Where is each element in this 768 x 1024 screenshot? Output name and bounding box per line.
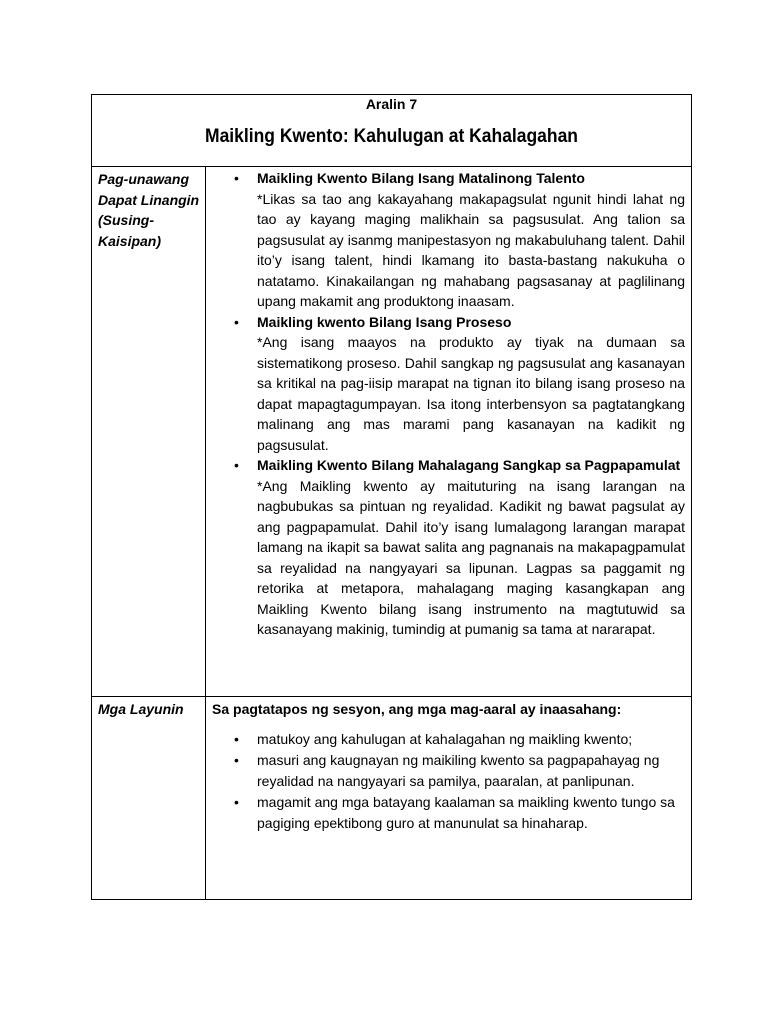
understanding-section [212, 312, 685, 456]
objective-item [212, 792, 685, 834]
objectives-lead: Sa pagtatapos ng sesyon, ang mga mag-aaral ay inaasahang: [212, 701, 622, 717]
section-heading: Maikling kwento Bilang Isang Proseso [257, 313, 512, 330]
understanding-row [92, 167, 691, 697]
section-body: *Likas sa tao ang kakayahang makapagsulat ngunit hindi lahat ng tao ay kayang maging malikhain sa pagsusulat. Ang talion sa pagsusulat ay isanmg manipestasyon ng makabuluhang talent. Dahil ito’y isang talent, hindi lkamang ito basta-bastang nakukuha o natatamo. Kinakailangan ng mahabang pagsasanay at paglilinang upang makamit ang produktong inaasam. [257, 190, 685, 309]
bullet-icon: • [234, 170, 239, 186]
bullet-icon: • [234, 457, 239, 473]
objective-text: matukoy ang kahulugan at kahalagahan ng maikling kwento; [257, 730, 633, 747]
section-body: *Ang isang maayos na produkto ay tiyak na dumaan sa sistematikong proseso. Dahil sangkap ng pagsusulat ang kasanayan sa kritikal na pag-iisip marapat na tignan ito bilang isang proseso na dapat mapagtagumpayan. Isa itong interbensyon sa pagtatangkang malinang ang mas marami pang kasanayan na kadikit ng pagsusulat. [257, 334, 685, 453]
objectives-row [92, 697, 691, 899]
lesson-title: Maikling Kwento: Kahulugan at Kahalagahan [205, 126, 578, 147]
objective-text: magamit ang mga batayang kaalaman sa maikling kwento tungo sa pagiging epektibong guro at manunulat sa hinaharap. [257, 793, 675, 831]
section-body: *Ang Maikling kwento ay maituturing na isang larangan na nagbubukas sa pintuan ng reyalidad. Kadikit ng bawat pagsulat ay ang pagpapamulat. Dahil ito’y isang lumalagong larangan marapat lamang na ikapit sa bawat salita ang pagnanais na makapagpamulat sa reyalidad na nangyayari sa lipunan. Lagpas sa paggamit ng retorika at metapora, mahalagang maging kasangkapan ang Maikling Kwento bilang isang instrumento na magtutuwid sa kasanayang makinig, tumindig at pumanig sa tama at nararapat. [257, 477, 685, 637]
lesson-number: Aralin 7 [365, 96, 418, 112]
lesson-plan-table [91, 94, 692, 900]
section-heading: Maikling Kwento Bilang Isang Matalinong Talento [257, 170, 585, 186]
bullet-icon: • [234, 313, 239, 330]
understanding-section [212, 455, 685, 640]
understanding-section [212, 168, 685, 312]
objectives-list [212, 729, 685, 834]
objectives-label: Mga Layunin [92, 697, 206, 899]
objective-item [212, 729, 685, 750]
bullet-icon: • [234, 751, 239, 768]
lesson-header [92, 95, 691, 167]
bullet-icon: • [234, 730, 239, 747]
section-heading: Maikling Kwento Bilang Mahalagang Sangkap sa Pagpapamulat [257, 457, 681, 473]
bullet-icon: • [234, 793, 239, 810]
understanding-content [206, 167, 691, 696]
objective-text: masuri ang kaugnayan ng maikiling kwento sa pagpapahayag ng reyalidad na nangyayari sa pamilya, paaralan, at panlipunan. [257, 751, 660, 789]
understanding-label: Pag-unawang Dapat Linangin (Susing-Kaisipan) [92, 167, 206, 696]
objective-item [212, 750, 685, 792]
objectives-content [206, 697, 691, 899]
